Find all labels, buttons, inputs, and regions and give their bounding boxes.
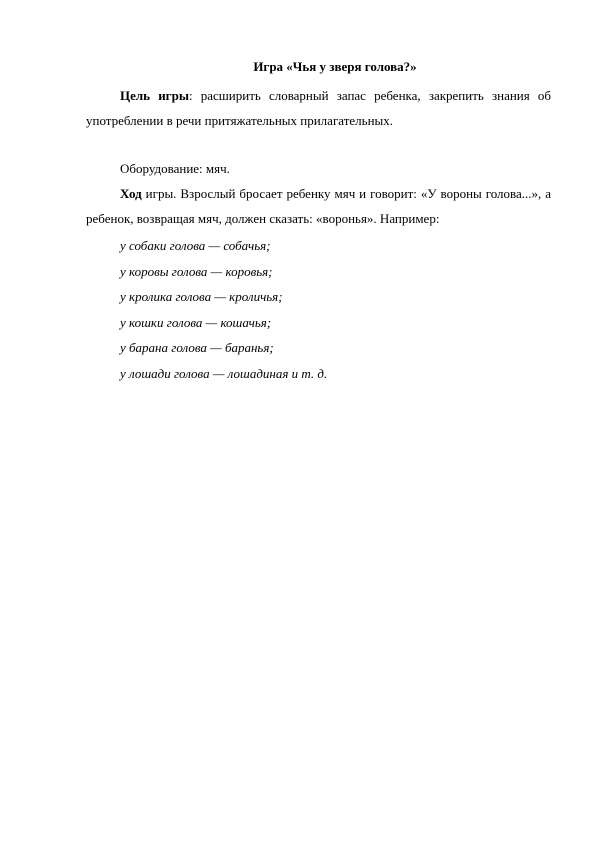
equipment-text: Оборудование: мяч. [120, 161, 230, 176]
examples-list [120, 233, 327, 387]
goal-paragraph [86, 84, 551, 133]
equipment-paragraph [120, 157, 550, 182]
example-item: у барана голова — баранья; [120, 340, 274, 356]
example-item: у коровы голова — коровья; [120, 263, 273, 279]
procedure-text: игры. Взрослый бросает ребенку мяч и говорит: «У вороны голова...», а ребенок, возвращая мяч, должен сказать: «воронья». Например: [86, 186, 551, 226]
example-item: у лошади голова — лошадиная и т. д. [120, 365, 328, 381]
document-title: Игра «Чья у зверя голова?» [253, 59, 417, 74]
procedure-paragraph [86, 182, 551, 231]
goal-label: Цель игры [120, 88, 189, 103]
procedure-label: Ход [120, 186, 142, 201]
goal-text: : расширить словарный запас ребенка, закрепить знания об употреблении в речи притяжательных прилагательных. [86, 88, 551, 128]
example-item: у кролика голова — кроличья; [120, 289, 283, 305]
example-item: у собаки голова — собачья; [120, 238, 271, 253]
example-item: у кошки голова — кошачья; [120, 314, 272, 330]
